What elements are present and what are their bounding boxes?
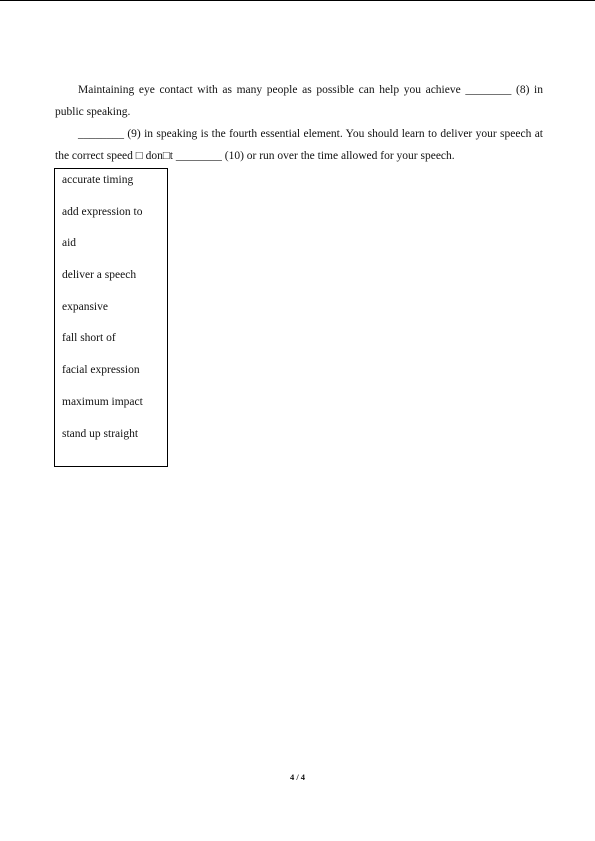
word-bank-item: fall short of xyxy=(62,332,116,345)
word-bank-item: add expression to xyxy=(62,205,143,218)
paragraph-8: Maintaining eye contact with as many people as possible can help you achieve ________ (8) in public speaking. xyxy=(55,84,543,118)
word-bank-item: facial expression xyxy=(62,364,140,377)
word-bank-item: deliver a speech xyxy=(62,269,137,282)
paragraph-9-10: ________ (9) in speaking is the fourth essential element. You should learn to deliver your speech at the correct speed □ don□t ________ (10) or run over the time allowed for your speech. xyxy=(55,128,543,162)
word-bank-box xyxy=(54,168,168,467)
top-border-line xyxy=(0,0,595,1)
passage xyxy=(55,79,543,167)
page-number: 4 / 4 xyxy=(289,772,306,782)
word-bank-item: aid xyxy=(62,237,77,250)
word-bank-item: accurate timing xyxy=(62,174,134,186)
word-bank-item: expansive xyxy=(62,300,108,313)
word-bank-item: stand up straight xyxy=(62,427,139,440)
word-bank-item: maximum impact xyxy=(62,395,143,408)
